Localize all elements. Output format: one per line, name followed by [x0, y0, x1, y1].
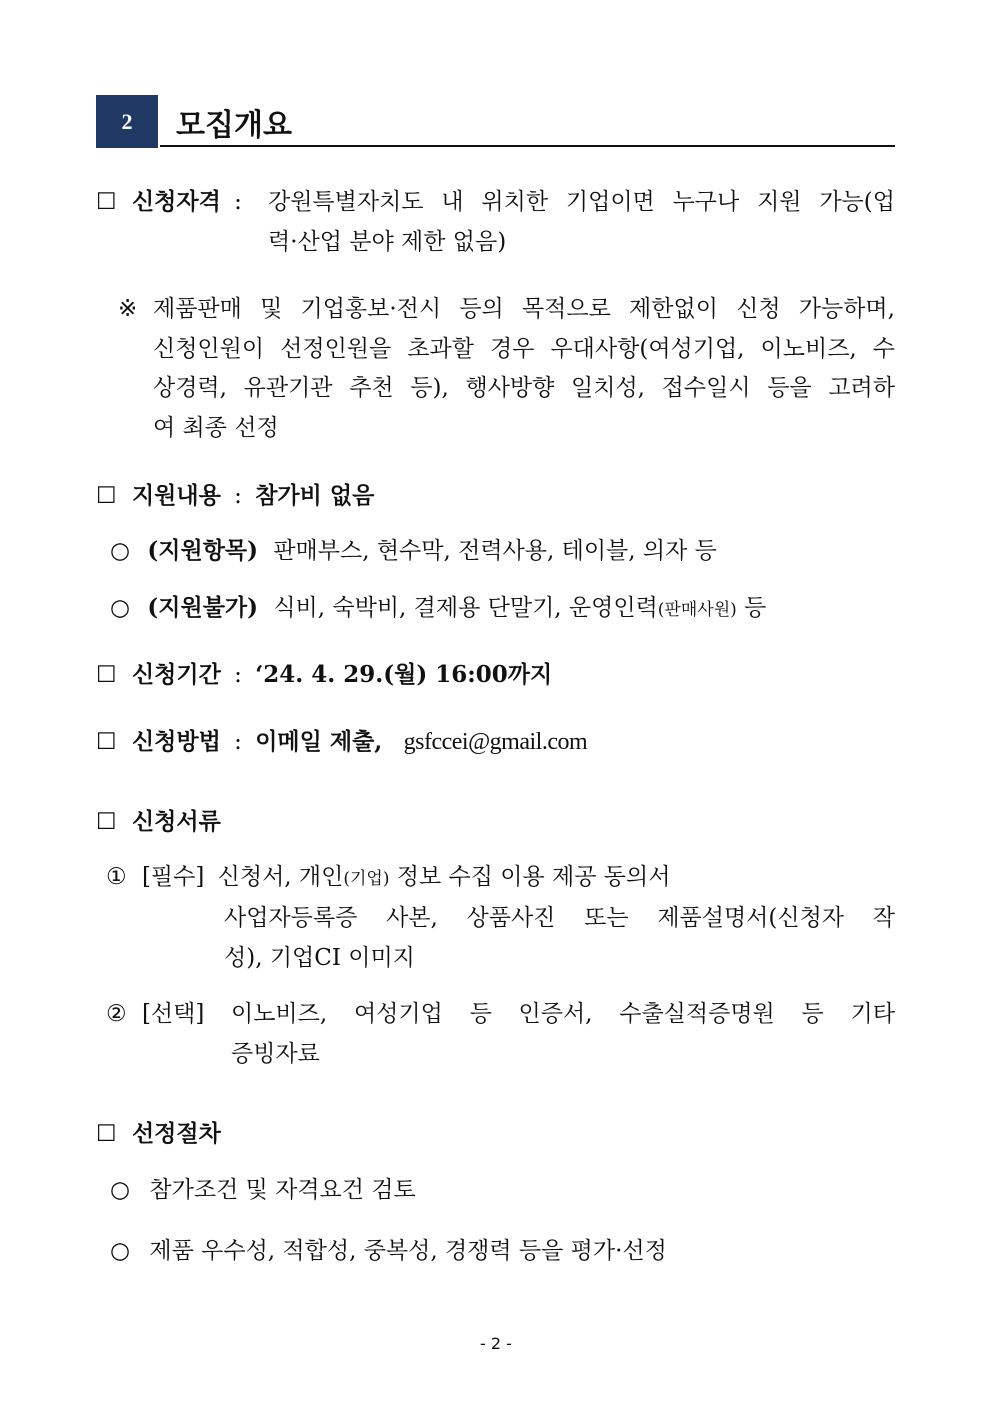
bullet-icon: ○	[110, 595, 131, 621]
note-line1	[153, 295, 895, 323]
word: 지원	[757, 189, 802, 215]
word: 등의	[459, 296, 504, 322]
word: 고려하	[828, 375, 895, 401]
optional-tag: [선택]	[141, 1001, 205, 1027]
checkbox-marker-icon: ☐	[96, 729, 117, 755]
checkbox-marker-icon: ☐	[96, 662, 117, 688]
selection-item-text: 제품 우수성, 적합성, 중복성, 경쟁력 등을 평가·선정	[149, 1238, 667, 1264]
method-heading	[96, 728, 587, 756]
support-item-text-end: 등	[736, 595, 767, 621]
word: 이노비즈,	[231, 1001, 328, 1027]
word: 기업이면	[565, 189, 655, 215]
word: 기업홍보·전시	[300, 296, 442, 322]
word: 초과할	[407, 336, 474, 362]
word: 등),	[410, 375, 449, 401]
support-item-2	[110, 594, 766, 624]
documents-optional-line2: 증빙자료	[231, 1041, 320, 1067]
circled-number-2: ②	[106, 1001, 127, 1027]
word: 일치성,	[571, 375, 645, 401]
checkbox-marker-icon: ☐	[96, 1121, 117, 1147]
support-label: 지원내용	[131, 482, 221, 509]
word: 등을	[767, 375, 812, 401]
word: 경우	[489, 336, 535, 362]
word: 선정인원을	[280, 336, 392, 362]
required-text-note: (기업)	[343, 869, 390, 889]
word: 신청인원이	[153, 336, 265, 362]
word: 접수일시	[661, 375, 751, 401]
period-sep: :	[234, 662, 242, 688]
word: 우대사항(여성기업,	[550, 336, 745, 362]
word: 상경력,	[153, 375, 227, 401]
word: 인증서,	[518, 1001, 593, 1027]
bullet-icon: ○	[110, 1177, 131, 1203]
note-line3	[153, 374, 895, 402]
bullet-icon: ○	[110, 538, 131, 564]
support-item-label: (지원불가)	[147, 594, 259, 621]
checkbox-marker-icon: ☐	[96, 809, 117, 835]
documents-optional-head	[106, 1000, 204, 1028]
word: 제품판매	[153, 296, 242, 322]
eligibility-label: 신청자격	[131, 188, 221, 215]
word: 목적으로	[521, 296, 611, 322]
section-number: 2	[121, 108, 133, 134]
method-sep: :	[234, 729, 242, 755]
support-item-label: (지원항목)	[147, 537, 259, 564]
selection-heading	[96, 1120, 221, 1148]
documents-optional-line1	[231, 1000, 895, 1028]
word: 가능하며,	[798, 296, 895, 322]
period-heading	[96, 661, 552, 689]
method-value: 이메일 제출,	[255, 728, 383, 755]
word: 등	[469, 1001, 492, 1027]
word: 기타	[850, 1001, 895, 1027]
support-item-note: (판매사원)	[657, 600, 737, 620]
word: 수출실적증명원	[619, 1001, 775, 1027]
word: 제한없이	[629, 296, 718, 322]
documents-heading	[96, 808, 221, 836]
word: 유관기관	[243, 375, 333, 401]
word: 사업자등록증	[224, 905, 358, 931]
required-text-end: 정보 수집 이용 제공 동의서	[389, 864, 671, 890]
checkbox-marker-icon: ☐	[96, 189, 117, 215]
note-marker: ※	[118, 296, 138, 322]
required-tag: [필수]	[141, 864, 205, 890]
support-sep: :	[234, 483, 242, 509]
section-number-box	[96, 95, 158, 148]
support-item-text: 식비, 숙박비, 결제용 단말기, 운영인력	[273, 595, 658, 621]
documents-label: 신청서류	[131, 808, 221, 835]
word: 또는	[584, 905, 629, 931]
eligibility-sep: :	[234, 189, 242, 215]
selection-item-2	[110, 1237, 667, 1265]
eligibility-line1	[268, 188, 895, 216]
eligibility-line2: 력·산업 분야 제한 없음)	[268, 229, 507, 255]
word: 가능(업	[819, 189, 895, 215]
support-heading	[96, 482, 374, 510]
word: 내	[441, 189, 464, 215]
required-text: 신청서, 개인	[217, 864, 344, 890]
method-label: 신청방법	[131, 728, 221, 755]
documents-required-line1	[106, 863, 670, 893]
note-line4: 여 최종 선정	[153, 415, 279, 441]
eligibility-heading	[96, 188, 242, 216]
word: 수	[872, 336, 895, 362]
section-title: 모집개요	[176, 108, 292, 143]
word: 사본,	[386, 905, 438, 931]
period-label: 신청기간	[131, 661, 221, 688]
bullet-icon: ○	[110, 1238, 131, 1264]
selection-label: 선정절차	[131, 1120, 221, 1147]
support-value: 참가비 없음	[255, 482, 375, 509]
support-item-text: 판매부스, 현수막, 전력사용, 테이블, 의자 등	[273, 538, 717, 564]
word: 제품설명서(신청자	[657, 905, 845, 931]
selection-item-1	[110, 1176, 416, 1204]
period-value: ‘24. 4. 29.(월) 16:00까지	[255, 661, 553, 688]
word: 추천	[349, 375, 394, 401]
checkbox-marker-icon: ☐	[96, 483, 117, 509]
email-address: gsfccei@gmail.com	[403, 729, 588, 755]
word: 여성기업	[353, 1001, 443, 1027]
documents-required-line2	[224, 904, 895, 932]
word: 작	[872, 905, 895, 931]
word: 행사방향	[465, 375, 555, 401]
word: 등	[801, 1001, 824, 1027]
word: 신청	[736, 296, 781, 322]
word: 및	[260, 296, 283, 322]
section-divider	[160, 145, 895, 147]
note-line2	[153, 335, 895, 363]
word: 상품사진	[466, 905, 556, 931]
circled-number-1: ①	[106, 864, 127, 890]
word: 위치한	[481, 189, 549, 215]
support-item-1	[110, 537, 717, 565]
word: 누구나	[672, 189, 740, 215]
word: 강원특별자치도	[268, 189, 424, 215]
word: 이노비즈,	[760, 336, 857, 362]
selection-item-text: 참가조건 및 자격요건 검토	[149, 1177, 416, 1203]
documents-required-line3: 성), 기업CI 이미지	[224, 945, 415, 971]
page-number: - 2 -	[480, 1334, 512, 1353]
